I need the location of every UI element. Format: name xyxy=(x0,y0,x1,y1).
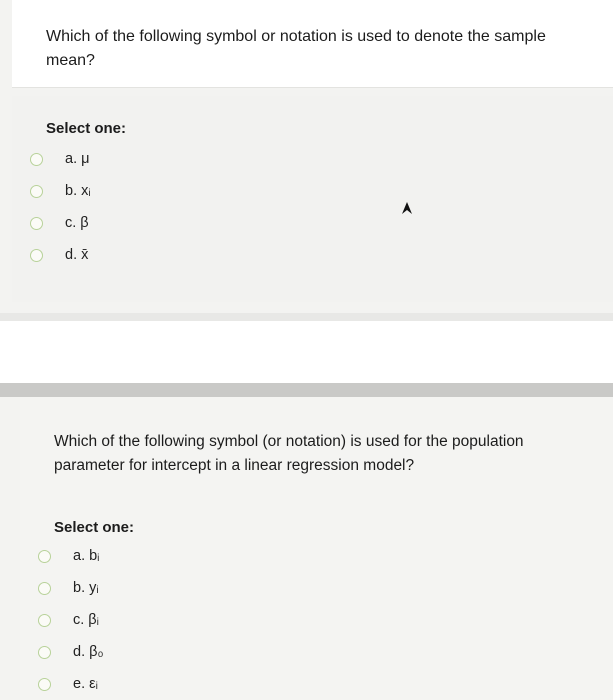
radio-button[interactable] xyxy=(30,185,43,198)
question-1-card xyxy=(12,0,613,88)
question-2-card xyxy=(20,397,613,700)
divider xyxy=(0,313,613,321)
radio-button[interactable] xyxy=(38,646,51,659)
select-one-label: Select one: xyxy=(54,519,135,536)
radio-button[interactable] xyxy=(38,582,51,595)
question-2-text: Which of the following symbol (or notation) is used for the population parameter for intercept in a linear regression model? xyxy=(54,433,524,474)
option-e[interactable] xyxy=(38,673,98,695)
option-label: d. β₀ xyxy=(73,644,104,660)
option-d[interactable] xyxy=(30,244,88,266)
radio-button[interactable] xyxy=(38,550,51,563)
option-a[interactable] xyxy=(30,148,89,170)
option-label: a. μ xyxy=(65,151,90,167)
option-label: d. x̄ xyxy=(65,247,89,263)
option-c[interactable] xyxy=(30,212,89,234)
question-1-answers xyxy=(12,96,613,302)
option-c[interactable] xyxy=(38,609,99,631)
option-label: b. yᵢ xyxy=(73,580,99,596)
option-a[interactable] xyxy=(38,545,99,567)
option-label: c. β xyxy=(65,215,89,231)
radio-button[interactable] xyxy=(30,217,43,230)
radio-button[interactable] xyxy=(38,678,51,691)
mouse-cursor-icon xyxy=(400,200,414,216)
radio-button[interactable] xyxy=(38,614,51,627)
question-1-text: Which of the following symbol or notation is used to denote the sample mean? xyxy=(46,28,546,69)
radio-button[interactable] xyxy=(30,249,43,262)
section-separator-bar xyxy=(0,383,613,397)
option-label: c. βᵢ xyxy=(73,612,99,628)
spacer xyxy=(0,321,613,383)
option-label: e. εᵢ xyxy=(73,676,98,692)
option-b[interactable] xyxy=(38,577,99,599)
option-label: b. xᵢ xyxy=(65,183,91,199)
option-d[interactable] xyxy=(38,641,103,663)
option-b[interactable] xyxy=(30,180,91,202)
radio-button[interactable] xyxy=(30,153,43,166)
select-one-label: Select one: xyxy=(46,120,127,137)
option-label: a. bᵢ xyxy=(73,548,100,564)
